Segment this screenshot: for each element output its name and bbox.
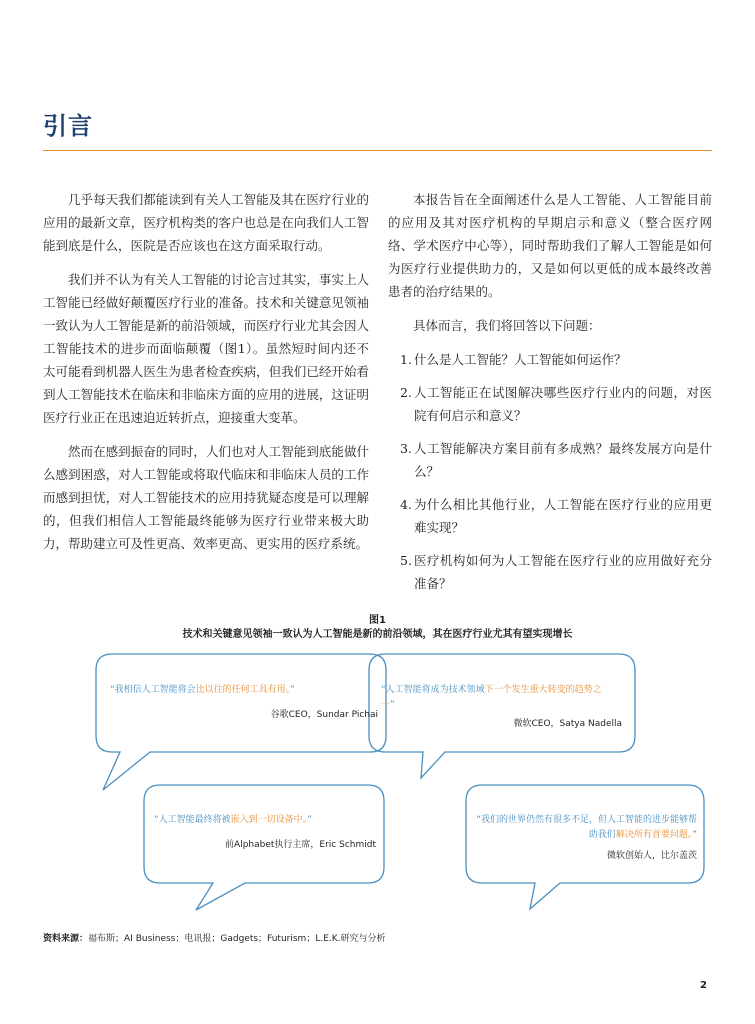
quote-highlight: 比以往的任何工具有用。 <box>195 685 291 695</box>
paragraph: 具体而言，我们将回答以下问题： <box>413 318 601 333</box>
paragraph: 然而在感到振奋的同时，人们也对人工智能到底能做什么感到困惑，对人工智能或将取代临床和非临床人员的工作而感到担忧，对人工智能技术的应用持犹疑态度是可以理解的，但我们相信人工智能最终能够为医疗行业带来极大助力，帮助建立可及性更高、效率更高、更实用的医疗系统。 <box>43 444 369 551</box>
list-text: 人工智能解决方案目前有多成熟？最终发展方向是什么？ <box>414 441 712 479</box>
quote-highlight: 嵌入到一切设备中。 <box>230 815 308 825</box>
list-number: 5. <box>400 553 412 568</box>
paragraph: 本报告旨在全面阐述什么是人工智能、人工智能目前的应用及其对医疗机构的早期启示和意义（整合医疗网络、学术医疗中心等），同时帮助我们了解人工智能是如何为医疗行业提供助力的，又是如何以更低的成本最终改善患者的治疗结果的。 <box>388 192 712 299</box>
list-text: 医疗机构如何为人工智能在医疗行业的应用做好充分准备？ <box>414 553 712 591</box>
list-number: 3. <box>400 441 412 456</box>
quote-highlight: 解决所有首要问题。 <box>615 830 693 840</box>
quote-nadella: “人工智能将成为技术领域下一个发生重大转变的趋势之一” 微软CEO，Satya Nadella <box>381 683 607 732</box>
quote-attribution: 谷歌CEO，Sundar Pichai <box>270 710 378 720</box>
list-text: 为什么相比其他行业，人工智能在医疗行业的应用更难实现？ <box>414 497 712 535</box>
list-number: 1. <box>400 352 412 367</box>
quote-gates: “我们的世界仍然有很多不足，但人工智能的进步能够帮助我们解决所有首要问题。” 微软创始人，比尔盖茨 <box>473 813 697 864</box>
quote-highlight: 下一个发生重大转变的趋势之一 <box>381 685 602 710</box>
quote-schmidt: “人工智能最终将被嵌入到一切设备中。” 前Alphabet执行主席，Eric Schmidt <box>154 813 376 853</box>
figure-caption: 技术和关键意见领袖一致认为人工智能是新的前沿领域，其在医疗行业尤其有望实现增长 <box>182 629 573 640</box>
quote-pichai: “我相信人工智能将会比以往的任何工具有用。” 谷歌CEO，Sundar Pichai <box>110 683 380 723</box>
list-text: 人工智能正在试图解决哪些医疗行业内的问题，对医院有何启示和意义？ <box>414 385 712 423</box>
list-number: 2. <box>400 385 412 400</box>
quote-attribution: 微软CEO，Satya Nadella <box>513 719 622 729</box>
list-text: 什么是人工智能？人工智能如何运作？ <box>414 352 627 367</box>
quote-attribution: 微软创始人，比尔盖茨 <box>606 851 697 861</box>
paragraph: 我们并不认为有关人工智能的讨论言过其实，事实上人工智能已经做好颠覆医疗行业的准备。技术和关键意见领袖一致认为人工智能是新的前沿领域，而医疗行业尤其会因人工智能技术的进步而面临颠覆（图1）。虽然短时间内还不太可能看到机器人医生为患者检查疾病，但我们已经开始看到人工智能技术在临床和非临床方面的应用的进展，这证明医疗行业正在迅速迫近转折点，迎接重大变革。 <box>43 272 369 425</box>
figure-label: 图1 <box>369 615 386 626</box>
page-number: 2 <box>700 980 707 991</box>
page-title: 引言 <box>43 112 93 140</box>
source-note: 资料来源：福布斯；AI Business；电讯报；Gadgets；Futurism；L.E.K.研究与分析 <box>43 934 386 944</box>
quote-attribution: 前Alphabet执行主席，Eric Schmidt <box>225 840 376 850</box>
list-number: 4. <box>400 497 412 512</box>
paragraph: 几乎每天我们都能读到有关人工智能及其在医疗行业的应用的最新文章，医疗机构类的客户也总是在向我们人工智能到底是什么，医院是否应该也在这方面采取行动。 <box>43 192 369 253</box>
